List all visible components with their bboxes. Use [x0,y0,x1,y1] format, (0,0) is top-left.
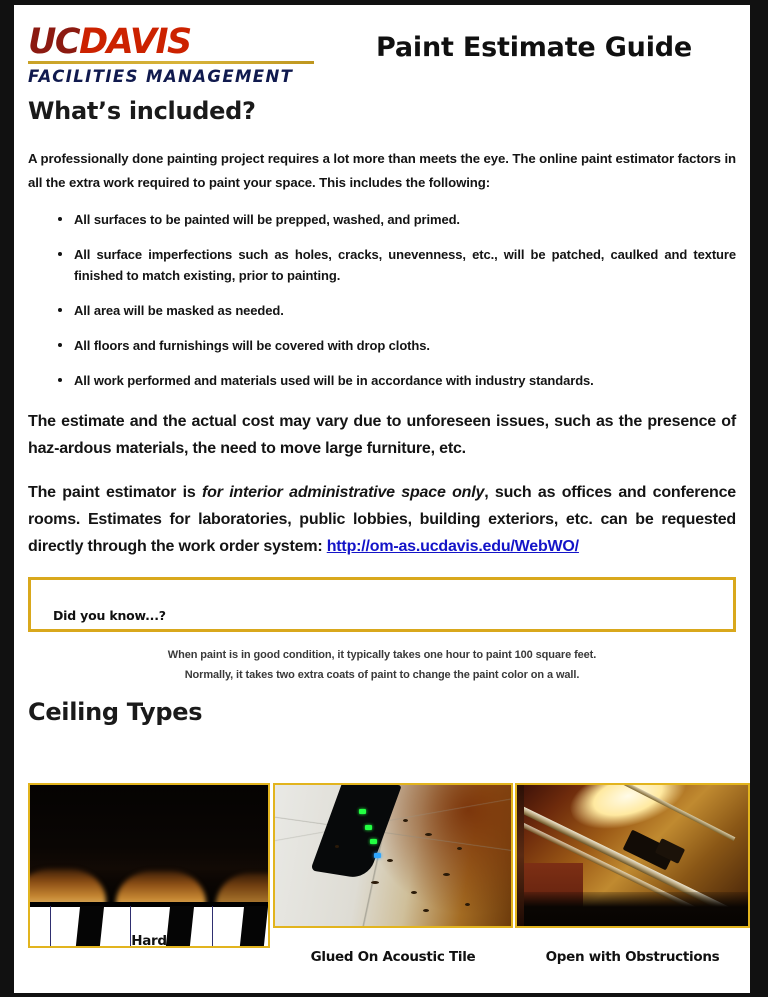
page-header [14,5,750,91]
open-with-obstructions-photo [515,783,750,928]
list-item: All floors and furnishings will be covered with drop cloths. [58,335,736,356]
whats-included-intro: A professionally done painting project requires a lot more than meets the eye. The online paint estimator factors in all the extra work required to paint your space. This includes the following: [28,151,736,190]
logo-uc-text: UC [28,22,80,62]
scope-text-part2: , such as offices and conference rooms. Estimates for laboratories, public lobbies, building exteriors, etc. can be requested directly through the work order system: [28,484,736,555]
scope-emphasis: for interior administrative space only [202,484,485,501]
did-you-know-box [28,577,736,632]
scope-paragraph [28,479,736,560]
list-item: All surfaces to be painted will be prepped, washed, and primed. [58,209,736,230]
did-you-know-facts [28,645,736,685]
hard-ceiling-photo [28,783,270,948]
work-order-system-link[interactable]: http://om-as.ucdavis.edu/WebWO/ [326,538,579,555]
logo-wordmark [28,24,314,60]
document-body [28,97,736,726]
fact-line: Normally, it takes two extra coats of paint to change the paint color on a wall. [184,669,580,681]
open-with-obstructions-photo-image [517,785,748,926]
ceiling-types-heading: Ceiling Types [28,698,203,726]
glued-acoustic-tile-photo [273,783,513,928]
ceiling-type-caption: Hard [131,933,167,949]
whats-included-bullet-list [28,209,736,391]
list-item: All work performed and materials used will be in accordance with industry standards. [58,370,736,391]
logo-davis-text: DAVIS [79,22,191,62]
fact-line: When paint is in good condition, it typically takes one hour to paint 100 square feet. [167,649,597,661]
logo-unit-text: FACILITIES MANAGEMENT [28,67,294,86]
ceiling-type-caption: Glued On Acoustic Tile [310,949,476,965]
did-you-know-label: Did you know...? [53,608,166,623]
ceiling-type-glued-on-acoustic-tile[interactable] [273,783,513,965]
page-title: Paint Estimate Guide [376,32,692,63]
list-item: All surface imperfections such as holes, cracks, unevenness, etc., will be patched, caulked and texture finished to match existing, prior to painting. [58,244,736,286]
ceiling-type-caption: Open with Obstructions [545,949,720,965]
document-page [14,5,750,993]
whats-included-heading: What’s included? [28,97,256,125]
glued-acoustic-tile-photo-image [275,785,511,926]
ceiling-types-gallery [28,783,750,993]
uc-davis-facilities-management-logo [28,24,314,86]
ceiling-type-open-with-obstructions[interactable] [515,783,750,965]
list-item: All area will be masked as needed. [58,300,736,321]
scope-text-part1: The paint estimator is [28,484,203,501]
cost-disclaimer-paragraph: The estimate and the actual cost may vary due to unforeseen issues, such as the presence of haz-ardous materials, the need to move large furniture, etc. [28,413,736,457]
ceiling-type-hard[interactable] [28,783,270,948]
hard-ceiling-photo-image [30,785,268,946]
